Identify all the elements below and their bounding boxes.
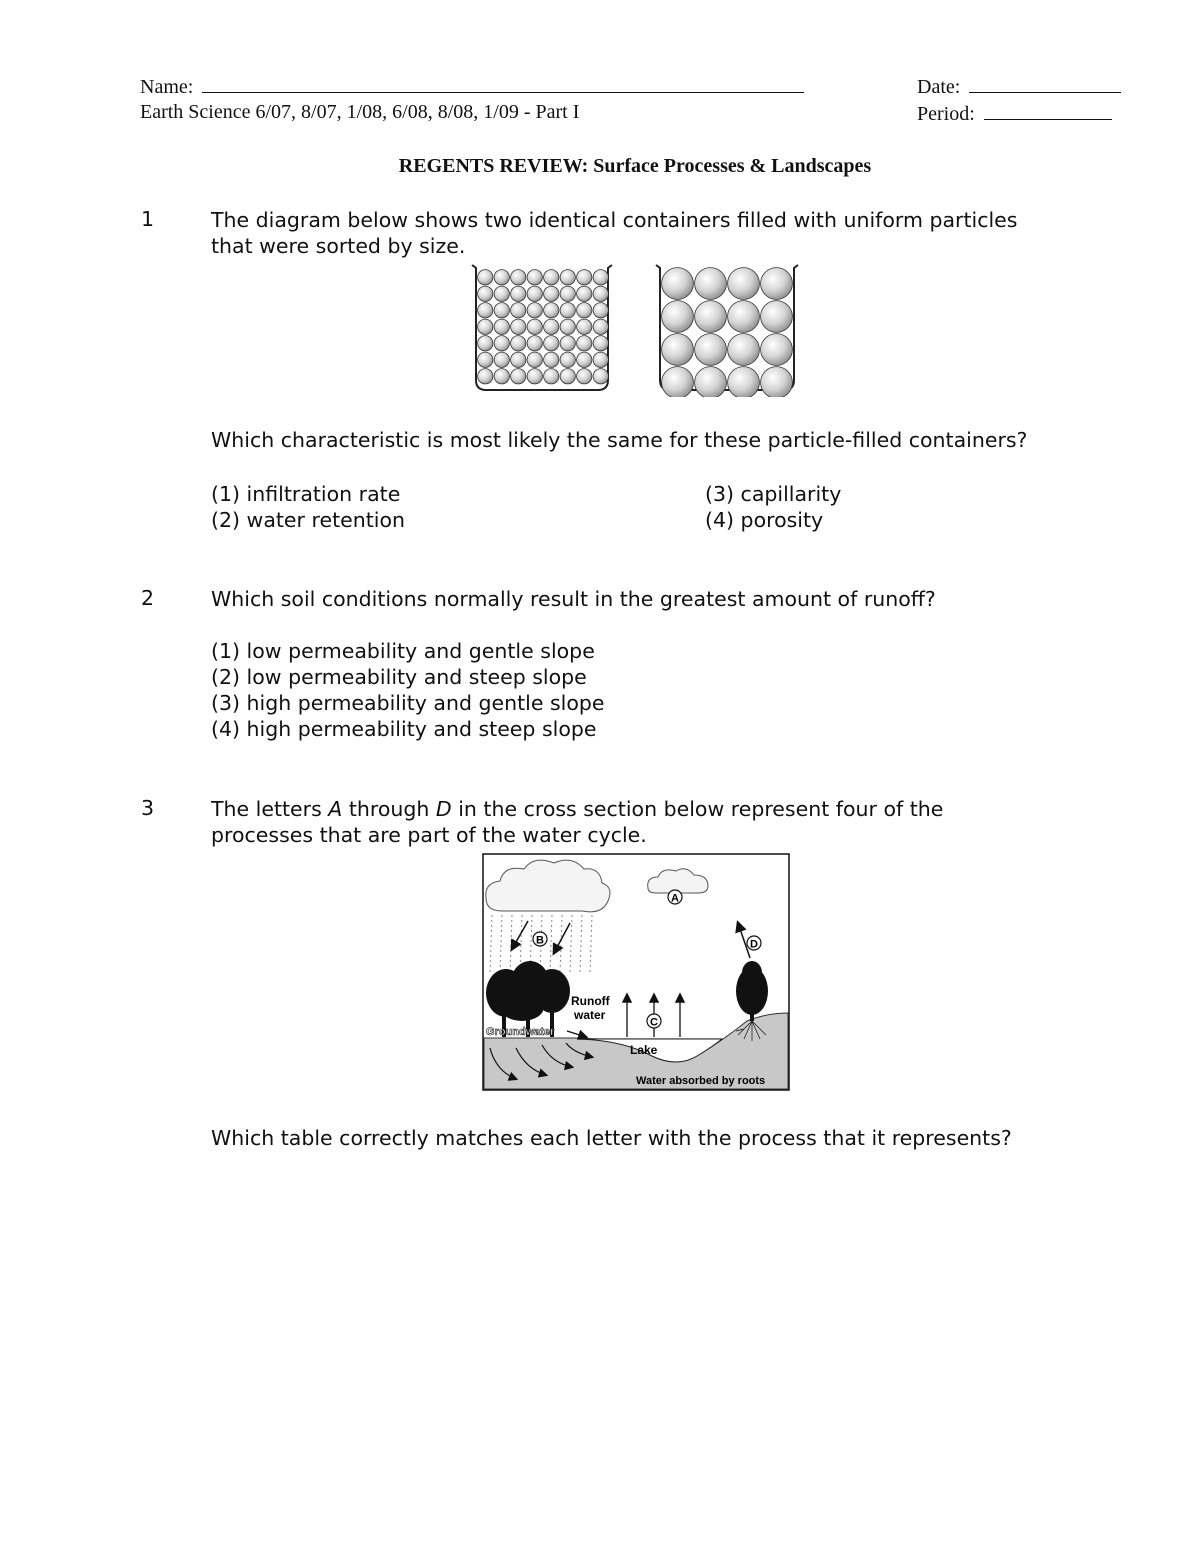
q2-option-3[interactable]: (3) high permeability and gentle slope xyxy=(211,691,605,715)
q3-number: 3 xyxy=(141,796,155,820)
roots-label: Water absorbed by roots xyxy=(636,1075,766,1087)
particle xyxy=(494,336,509,351)
q3-stem-text: The letters xyxy=(211,797,329,821)
particle xyxy=(593,352,608,367)
groundwater-label: Groundwater xyxy=(486,1026,555,1038)
particle xyxy=(511,286,526,301)
q3-stem-line1 xyxy=(211,796,943,822)
particle xyxy=(527,369,542,384)
q3-letter-d: D xyxy=(435,797,452,821)
particle xyxy=(662,367,694,397)
particle xyxy=(527,336,542,351)
particle xyxy=(695,367,727,397)
particle xyxy=(593,303,608,318)
particle xyxy=(728,301,760,333)
particle xyxy=(494,352,509,367)
particle xyxy=(511,369,526,384)
label-b: B xyxy=(536,934,544,947)
q1-question: Which characteristic is most likely the same for these particle-filled containers? xyxy=(211,428,1028,452)
water-cycle-diagram xyxy=(482,853,790,1091)
particle xyxy=(560,336,575,351)
particle xyxy=(593,336,608,351)
label-c: C xyxy=(650,1016,658,1029)
period-blank[interactable] xyxy=(984,101,1112,120)
period-label: Period: xyxy=(917,103,975,125)
particle xyxy=(695,334,727,366)
q1-option-3[interactable]: (3) capillarity xyxy=(705,482,842,506)
label-d: D xyxy=(750,938,758,951)
particle xyxy=(511,352,526,367)
particle xyxy=(560,319,575,334)
particle xyxy=(527,303,542,318)
particle xyxy=(593,270,608,285)
particle xyxy=(728,268,760,300)
particle xyxy=(478,286,493,301)
particle xyxy=(494,369,509,384)
particle xyxy=(662,334,694,366)
particle xyxy=(478,352,493,367)
q2-option-1[interactable]: (1) low permeability and gentle slope xyxy=(211,639,595,663)
q3-stem-text: in the cross section below represent four of the xyxy=(451,797,944,821)
runoff-label: Runoff xyxy=(571,994,610,1008)
q1-option-1[interactable]: (1) infiltration rate xyxy=(211,482,401,506)
runoff-water-label: water xyxy=(574,1008,606,1022)
particle xyxy=(560,369,575,384)
particle xyxy=(593,319,608,334)
particle xyxy=(544,303,559,318)
period-field-row xyxy=(917,101,1112,126)
name-blank[interactable] xyxy=(202,74,804,93)
q1-number: 1 xyxy=(141,207,155,231)
particle xyxy=(511,303,526,318)
particle xyxy=(527,319,542,334)
q1-stem xyxy=(211,207,1017,259)
date-label: Date: xyxy=(917,76,961,98)
particle xyxy=(560,352,575,367)
q3-stem-line2: processes that are part of the water cycle. xyxy=(211,823,647,847)
particle xyxy=(478,303,493,318)
course-line: Earth Science 6/07, 8/07, 1/08, 6/08, 8/08, 1/09 - Part I xyxy=(140,101,580,123)
particle xyxy=(728,334,760,366)
q2-option-4[interactable]: (4) high permeability and steep slope xyxy=(211,717,597,741)
particle xyxy=(560,286,575,301)
particle xyxy=(662,301,694,333)
particle xyxy=(511,319,526,334)
q3-stem-text: through xyxy=(342,797,436,821)
q1-stem-line1: The diagram below shows two identical containers filled with uniform particles xyxy=(211,208,1018,232)
q3-stem xyxy=(211,796,943,848)
q3-letter-a: A xyxy=(328,797,343,821)
particle xyxy=(560,270,575,285)
q2-question: Which soil conditions normally result in the greatest amount of runoff? xyxy=(211,587,936,611)
particle xyxy=(695,301,727,333)
particle xyxy=(544,336,559,351)
lake-label: Lake xyxy=(630,1043,658,1057)
small-particle-container xyxy=(472,265,612,390)
page-title: REGENTS REVIEW: Surface Processes & Landscapes xyxy=(398,155,872,177)
particle xyxy=(577,336,592,351)
particle xyxy=(494,303,509,318)
particle xyxy=(544,352,559,367)
particle xyxy=(577,319,592,334)
q1-option-4[interactable]: (4) porosity xyxy=(705,508,824,532)
particle xyxy=(494,270,509,285)
particle xyxy=(577,303,592,318)
q2-number: 2 xyxy=(141,586,155,610)
particle xyxy=(761,301,793,333)
particle xyxy=(728,367,760,397)
particle xyxy=(527,270,542,285)
particle xyxy=(662,268,694,300)
particle xyxy=(494,319,509,334)
label-a: A xyxy=(671,892,679,905)
particle xyxy=(478,270,493,285)
particle xyxy=(478,336,493,351)
particle xyxy=(478,369,493,384)
particle xyxy=(761,334,793,366)
particle xyxy=(593,369,608,384)
large-particle-container xyxy=(656,265,798,397)
particle xyxy=(544,319,559,334)
particle xyxy=(593,286,608,301)
particle xyxy=(544,286,559,301)
particle xyxy=(511,336,526,351)
particle-containers-diagram xyxy=(468,262,803,397)
particle xyxy=(761,268,793,300)
particle xyxy=(511,270,526,285)
particle xyxy=(478,319,493,334)
particle xyxy=(761,367,793,397)
particle xyxy=(544,369,559,384)
particle xyxy=(577,369,592,384)
q3-question: Which table correctly matches each letter with the process that it represents? xyxy=(211,1126,1012,1150)
particle xyxy=(544,270,559,285)
name-field-row xyxy=(140,74,804,99)
q1-option-2[interactable]: (2) water retention xyxy=(211,508,405,532)
date-field-row xyxy=(917,74,1121,99)
particle xyxy=(527,286,542,301)
q2-option-2[interactable]: (2) low permeability and steep slope xyxy=(211,665,587,689)
name-label: Name: xyxy=(140,76,194,98)
q1-stem-line2: that were sorted by size. xyxy=(211,234,466,258)
particle xyxy=(527,352,542,367)
particle xyxy=(695,268,727,300)
date-blank[interactable] xyxy=(969,74,1121,93)
particle xyxy=(577,270,592,285)
particle xyxy=(577,352,592,367)
particle xyxy=(577,286,592,301)
particle xyxy=(560,303,575,318)
particle xyxy=(494,286,509,301)
